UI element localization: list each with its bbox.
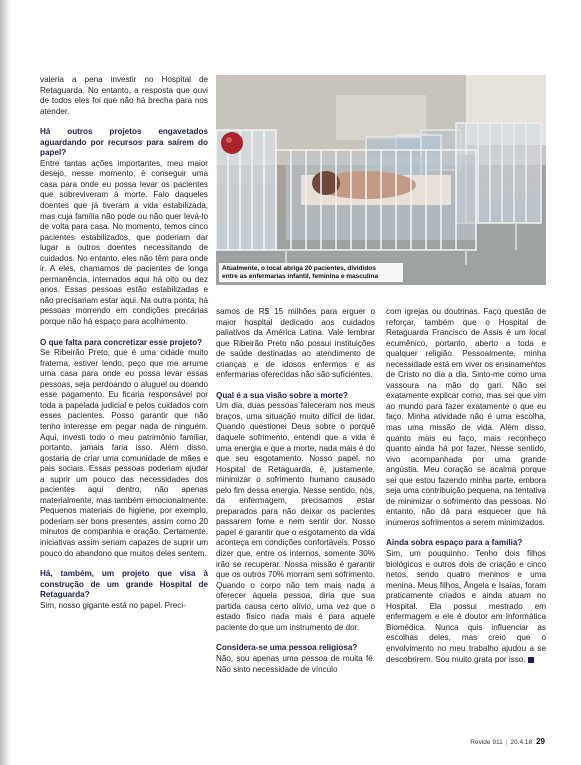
- photo-caption: [219, 263, 403, 282]
- answer-paragraph: Sim, nosso gigante está no papel. Preci-: [40, 600, 186, 610]
- answer-paragraph: Não, sou apenas uma pessoa de muita fé. Não sinto necessidade de vínculo: [216, 653, 375, 674]
- photo-illustration: [216, 75, 546, 285]
- page-footer: [470, 737, 545, 746]
- question-heading: Considera-se uma pessoa religiosa?: [216, 643, 358, 653]
- magazine-name: Revide 911: [470, 739, 503, 746]
- answer-paragraph: Um dia, duas pessoas faleceram nos meus braços, uma situação muito difícil de lidar. Quando questionei Deus sobre o porquê daquele sofrimento, entendi que a vida é uma energia e que a morte, nada mais é do que seu esgotamento. Nosso papel, no Hospital de Retaguarda, é, justamente, minimizar o sofrimento humano causado pelo fim dessa energia. Nesse sentido, nós, da enfermagem, precisamos estar preparados para não deixar os pacientes passarem fome e nem sentir dor. Nosso papel é garantir que o esgotamento da vida aconteça em condições confortáveis. Posso dizer que, entre os internos, somente 30% irão se recuperar. Nossa missão é garantir que os outros 70% morram sem sofrimento. Quando o corpo não tem mais nada a oferecer àquela pessoa, diria que sua partida causa certo alívio, uma vez que o estado físico nada mais é para aquele paciente do que um instrumento de dor.: [216, 401, 375, 632]
- column-3: [386, 307, 546, 665]
- caption-line: entre as enfermarias infantil, feminina e masculina: [222, 272, 379, 280]
- paragraph: samos de R$ 15 milhões para erguer o maior hospital dedicado aos cuidados paliativos da América Latina. Vale lembrar que Ribeirão Preto não possui instituições de saúde destinadas ao atendimento de crianças e de idosos enfermos e as enfermarias oferecidas não são suficientes.: [216, 307, 375, 380]
- answer-paragraph: Se Ribeirão Preto, que é uma cidade muito fraterna, estiver lendo, peço que me arrume uma casa para onde eu possa levar essas pessoas, seja perdoando o aluguel ou doando esse pagamento. Eu ficaria responsável por toda a papelada judicial e pelos cuidados com esses pacientes. Posso garantir que não tenho interesse em pegar nada de ninguém. Aqui, investi todo o meu patrimônio familiar, portanto, jamais faria isso. Além disso, gostaria de criar uma comunidade de mães e pais sociais. Essas pessoas poderiam ajudar a suprir um pouco das necessidades dos pacientes aqui dentro, não apenas materialmente, mas também emocionalmente. Pequenos materiais de higiene, por exemplo, poderiam ser bons presentes, assim como 20 minutos de companhia e oração. Certamente, iniciativas assim seriam capazes de suprir um pouco do abandono que muitos deles sentem.: [40, 348, 208, 558]
- column-2: [216, 307, 375, 675]
- answer-text: Sim, um pouquinho. Tenho dois filhos biológicos e outros dois de criação e cinco netos, sendo quatro meninos e uma menina. Meus filhos, Ângela e Isaías, foram praticamente criados e ainda atuam no Hospital. Ela possui mestrado em enfermagem e ele é doutor em Informática Biomédica. Nunca quis influenciar as escolhas deles, mas creio que o envolvimento no meu trabalho ajudou a se descobrirem. Sou muito grata por isso.: [386, 549, 546, 664]
- answer-paragraph: Entre tantas ações importantes, meu maior desejo, nesse momento, é conseguir uma casa para onde eu possa levar os pacientes que sobreviveram à morte. Falo daqueles doentes que já tiveram a vida estabilizada, mas cuja família não pode ou não quer levá-lo de volta para casa. No momento, temos cinco pacientes estabilizados, que poderiam dar lugar a outros doentes necessitando de cuidados. No entanto, eles não têm para onde ir. A eles, chamamos de pacientes de longa permanência, internados aqui há oito ou dez anos. Essas pessoas estão estabilizadas e não precisariam estar aqui. Na outra ponta, há pessoas morrendo em condições precárias porque não há espaço para acolhimento.: [40, 158, 208, 327]
- question-heading: Qual é a sua visão sobre a morte?: [216, 390, 348, 400]
- hospital-ward-photo: [216, 75, 546, 285]
- separator: |: [505, 739, 508, 746]
- answer-paragraph: [386, 549, 546, 665]
- end-of-article-mark: [528, 657, 534, 663]
- page-spine-shadow: [0, 0, 12, 765]
- caption-line: Atualmente, o local abriga 20 pacientes, divididos: [222, 265, 376, 272]
- question-heading: Há, também, um projeto que visa à construção de um grande Hospital de Retaguarda?: [40, 569, 208, 600]
- paragraph: com igrejas ou doutrinas. Faço questão de reforçar, também que o Hospital de Retaguarda Francisco de Assis é um local ecumênico, portanto, aberto a toda e qualquer religião. Pessoalmente, minha necessidade está em viver os ensinamentos de Cristo no dia a dia. Sinto-me como uma vassoura na mão do gari. Não sei exatamente explicar como, mas sei que vim ao mundo para fazer exatamente o que eu faço. Minha atividade não é uma escolha, mas uma missão de vida. Além disso, quanto mais eu faço, mais reconheço quanto ainda há por fazer. Nesse sentido, vivo acompanhada por uma grande angústia. Meu coração se acalma porque sei que estou fazendo minha parte, embora seja uma contribuição pequena, na tentativa de minimizar o sofrimento das pessoas. No entanto, não dá para esquecer que há inúmeros sofrimentos a serem minimizados.: [386, 307, 546, 527]
- column-1: [40, 75, 208, 611]
- question-heading: Ainda sobra espaço para a família?: [386, 538, 523, 548]
- question-heading: O que falta para concretizar esse projeto?: [40, 337, 203, 347]
- paragraph: valeria a pena investir no Hospital de Retaguarda. No entanto, a resposta que ouvi de todos eles foi que não há brecha para nos atender.: [40, 75, 208, 116]
- page-number: 29: [536, 737, 545, 746]
- question-heading: Há outros projetos engavetados aguardando por recursos para saírem do papel?: [40, 127, 208, 158]
- issue-date: 20.4.18: [510, 739, 533, 746]
